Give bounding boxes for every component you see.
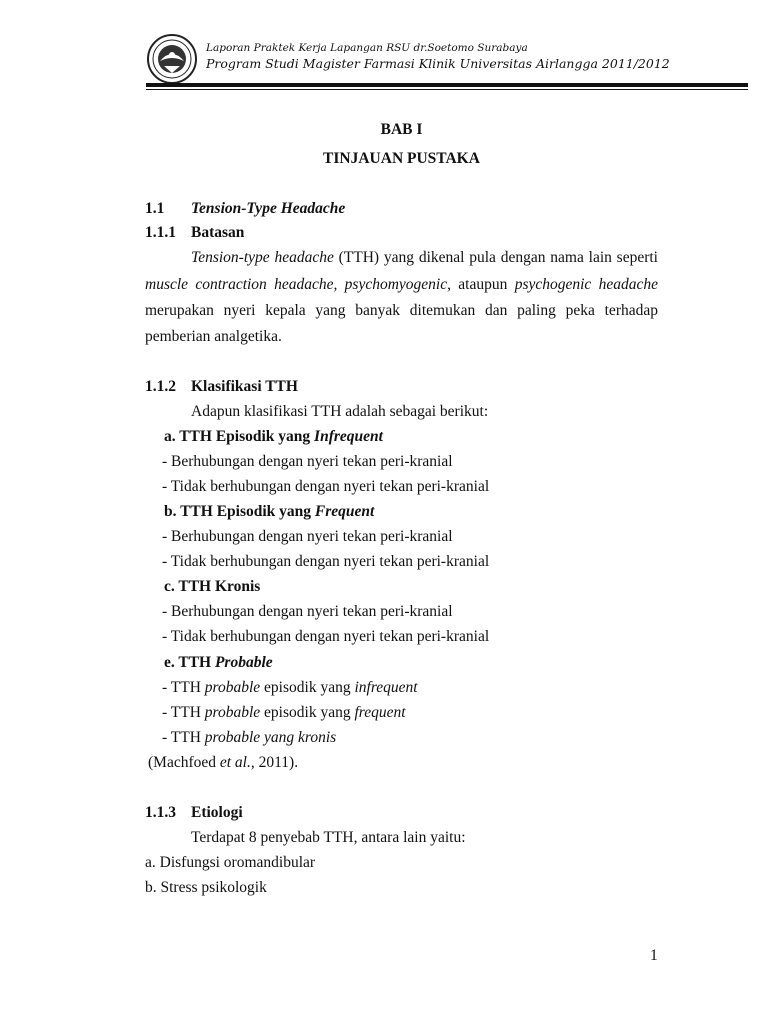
e3-text-a: - TTH [162, 729, 205, 746]
etiologi-intro: Terdapat 8 penyebab TTH, antara lain yaitu: [191, 829, 466, 846]
class-e-item-1 [162, 679, 418, 697]
term-muscle-contraction: muscle contraction headache, psychomyogenic, [145, 276, 451, 293]
page-number: 1 [650, 947, 658, 964]
batasan-line-1 [191, 249, 658, 267]
chapter-number: BAB I [380, 121, 423, 138]
term-tension-type: Tension-type headache [191, 249, 334, 266]
class-a-term: Infrequent [314, 428, 383, 445]
header-rule-thin [146, 89, 748, 90]
class-a-heading [164, 428, 383, 446]
class-c-item-1: - Berhubungan dengan nyeri tekan peri-kranial [162, 603, 453, 620]
citation-etal: et al., [219, 754, 255, 771]
section-1-1-number: 1.1 [145, 200, 165, 217]
e3-text-b: probable yang kronis [204, 729, 337, 746]
chapter-title: TINJAUAN PUSTAKA [323, 150, 480, 167]
class-b-heading [164, 503, 374, 521]
etiologi-item-a: a. Disfungsi oromandibular [145, 854, 316, 871]
e2-text-a: - TTH [162, 704, 205, 721]
batasan-text-1: (TTH) yang dikenal pula dengan nama lain seperti [333, 249, 658, 266]
class-b-label: b. TTH Episodik yang [164, 503, 315, 520]
section-1-1-2-title: Klasifikasi TTH [191, 378, 298, 395]
class-b-item-1: - Berhubungan dengan nyeri tekan peri-kranial [162, 528, 453, 545]
klasifikasi-intro: Adapun klasifikasi TTH adalah sebagai berikut: [191, 403, 489, 420]
etiologi-item-b: b. Stress psikologik [145, 879, 267, 896]
batasan-text-2: ataupun [451, 276, 515, 293]
e1-text-d: infrequent [354, 679, 418, 696]
section-1-1-2-number: 1.1.2 [145, 378, 176, 395]
citation [148, 754, 298, 772]
e2-text-b: probable [204, 704, 261, 721]
e2-text-d: frequent [354, 704, 406, 721]
class-e-heading [164, 654, 273, 672]
class-e-label: e. TTH [164, 654, 215, 671]
section-1-1-1-title: Batasan [191, 224, 245, 241]
header-line-2: Program Studi Magister Farmasi Klinik Universitas Airlangga 2011/2012 [206, 56, 670, 71]
class-a-item-1: - Berhubungan dengan nyeri tekan peri-kranial [162, 453, 453, 470]
e1-text-a: - TTH [162, 679, 205, 696]
class-e-item-3 [162, 729, 336, 747]
section-1-1-1-number: 1.1.1 [145, 224, 176, 241]
class-b-term: Frequent [314, 503, 375, 520]
class-c-item-2: - Tidak berhubungan dengan nyeri tekan peri-kranial [162, 628, 490, 645]
section-1-1-3-number: 1.1.3 [145, 804, 176, 821]
header-rule-thick [146, 83, 748, 87]
section-1-1-3-title: Etiologi [191, 804, 243, 821]
class-e-item-2 [162, 704, 406, 722]
class-b-item-2: - Tidak berhubungan dengan nyeri tekan peri-kranial [162, 553, 490, 570]
class-a-item-2: - Tidak berhubungan dengan nyeri tekan peri-kranial [162, 478, 490, 495]
e2-text-c: episodik yang [260, 704, 355, 721]
section-1-1-title: Tension-Type Headache [191, 200, 346, 217]
class-a-label: a. TTH Episodik yang [164, 428, 315, 445]
header-line-1: Laporan Praktek Kerja Lapangan RSU dr.Soetomo Surabaya [206, 42, 528, 54]
term-psychogenic: psychogenic headache [514, 276, 658, 293]
batasan-line-2 [145, 276, 658, 294]
e1-text-b: probable [204, 679, 261, 696]
citation-author: (Machfoed [148, 754, 220, 771]
batasan-line-3: merupakan nyeri kepala yang banyak ditemukan dan paling peka terhadap [145, 302, 658, 319]
university-logo [146, 33, 198, 85]
class-e-term: Probable [214, 654, 273, 671]
citation-year: 2011). [254, 754, 299, 771]
class-c-heading: c. TTH Kronis [164, 578, 261, 595]
batasan-line-4: pemberian analgetika. [145, 328, 282, 345]
e1-text-c: episodik yang [260, 679, 355, 696]
